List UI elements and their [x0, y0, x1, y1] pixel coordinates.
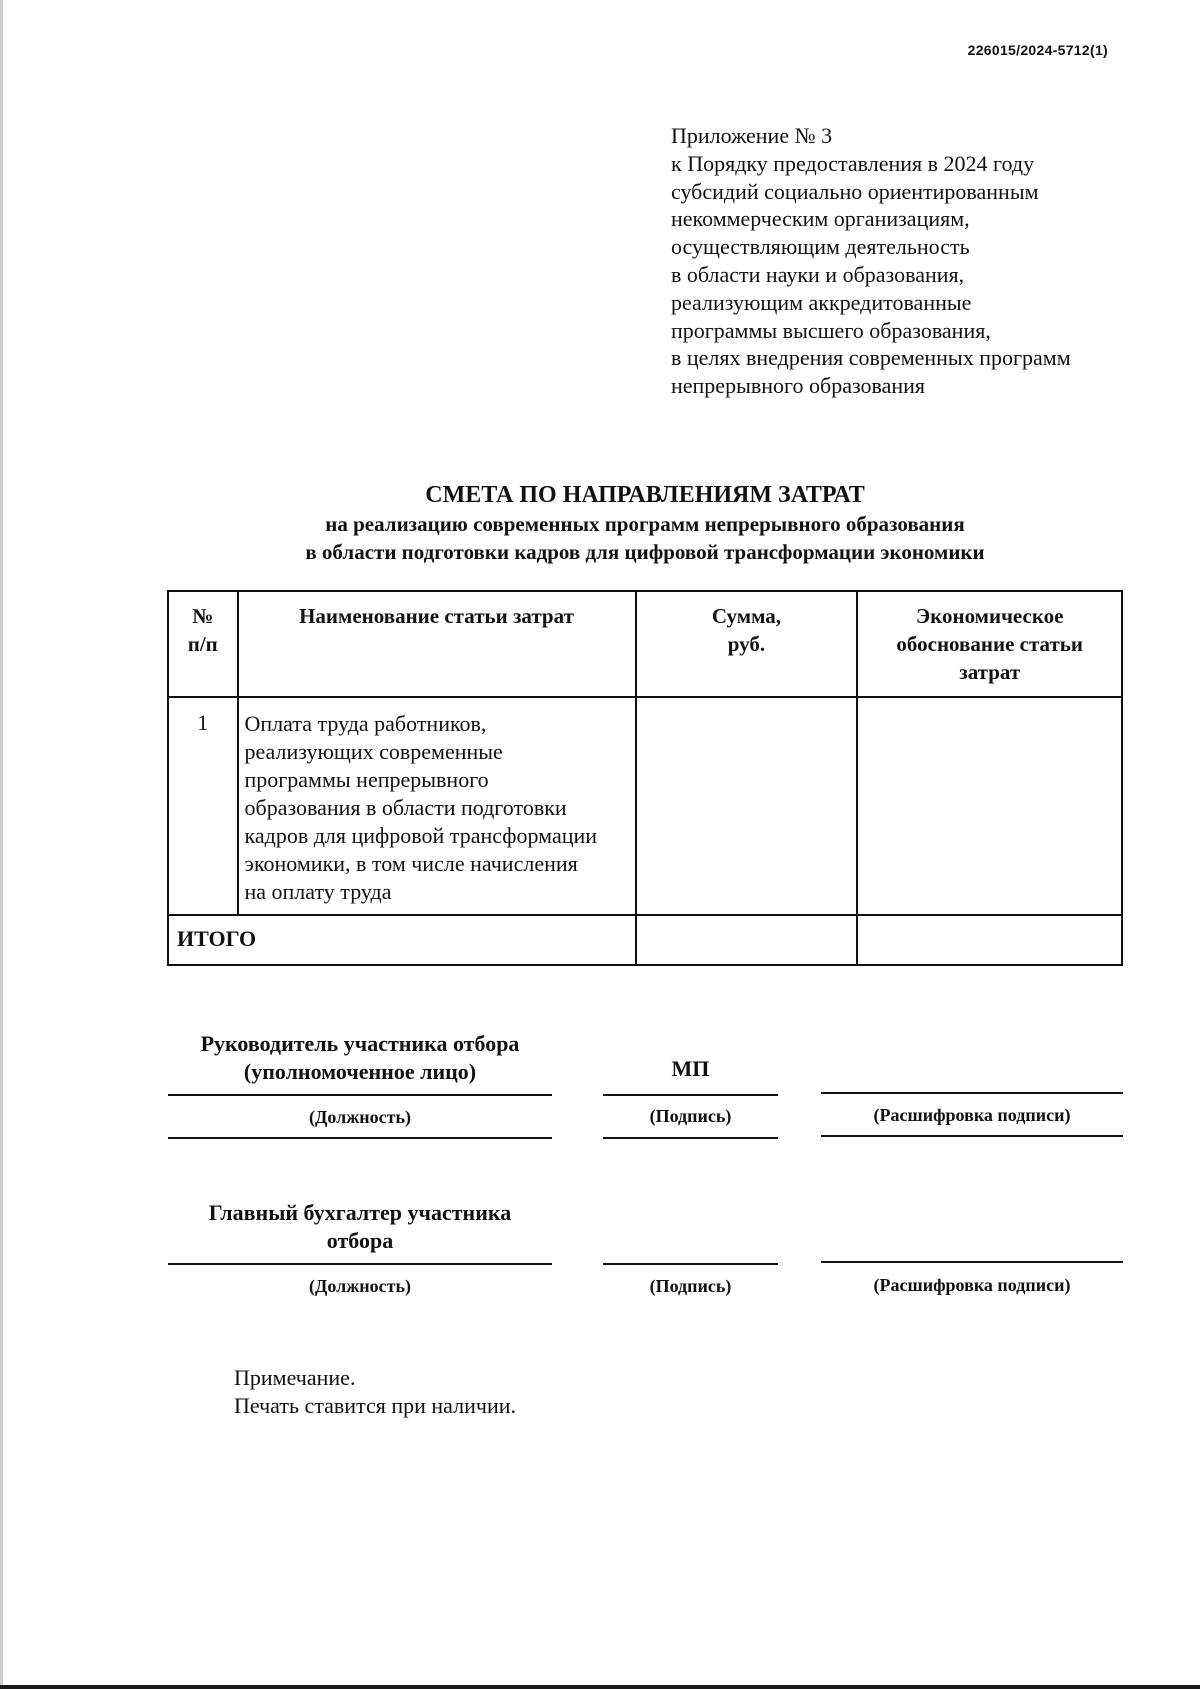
head-signature-underline — [603, 1137, 778, 1139]
appendix-line: Приложение № 3 — [671, 123, 833, 148]
head-heading-line-1: Руководитель участника отбора — [200, 1031, 520, 1056]
cost-estimate-table — [167, 590, 1123, 966]
accountant-heading-line-1: Главный бухгалтер участника — [208, 1200, 512, 1225]
appendix-line: к Порядку предоставления в 2024 году — [671, 150, 1035, 176]
head-position-caption: (Должность) — [308, 1107, 411, 1127]
header-item-name: Наименование статьи затрат — [238, 591, 636, 697]
document-title — [150, 480, 1140, 566]
note-block — [234, 1364, 516, 1420]
appendix-line: программы высшего образования, — [671, 317, 991, 343]
appendix-line: субсидий социально ориентированным — [671, 178, 1039, 204]
note-title: Примечание. — [234, 1365, 356, 1390]
row-item-name-line: программы непрерывного — [244, 767, 489, 792]
appendix-line: осуществляющим деятельность — [671, 234, 970, 260]
head-position-underline — [168, 1137, 552, 1139]
head-decoding-caption: (Расшифровка подписи) — [873, 1105, 1071, 1125]
header-sum — [636, 591, 858, 697]
appendix-line: в целях внедрения современных программ — [671, 345, 1071, 371]
head-heading-line-2: (уполномоченное лицо) — [243, 1059, 477, 1084]
row-item-name-line: кадров для цифровой трансформации — [244, 823, 598, 848]
accountant-decoding-caption: (Расшифровка подписи) — [873, 1275, 1071, 1295]
accountant-position-caption: (Должность) — [308, 1276, 411, 1296]
header-sum-line-2: руб. — [727, 632, 766, 656]
appendix-line: некоммерческим организациям, — [671, 206, 970, 232]
header-number — [168, 591, 238, 697]
header-number-line-1: № — [192, 604, 214, 628]
row-item-name-line: реализующих современные — [244, 739, 503, 764]
row-item-name-line: образования в области подготовки — [244, 795, 567, 820]
title-subtitle-line-1: на реализацию современных программ непрерывного образования — [325, 512, 965, 536]
header-economic-basis — [857, 591, 1122, 697]
head-signature-heading — [168, 1030, 552, 1086]
accountant-decoding-line — [821, 1261, 1123, 1263]
appendix-line: непрерывного образования — [671, 373, 926, 399]
row-number: 1 — [168, 697, 238, 915]
total-basis-cell — [857, 915, 1122, 965]
row-item-name-line: экономики, в том числе начисления — [244, 851, 578, 876]
title-subtitle-line-2: в области подготовки кадров для цифровой трансформации экономики — [305, 540, 985, 564]
total-sum-cell — [636, 915, 858, 965]
table-header-row — [168, 591, 1122, 697]
title-main: СМЕТА ПО НАПРАВЛЕНИЯМ ЗАТРАТ — [425, 482, 865, 508]
accountant-signature-caption: (Подпись) — [649, 1276, 732, 1296]
header-basis-line-1: Экономическое — [915, 604, 1064, 628]
head-signature-caption: (Подпись) — [649, 1106, 732, 1126]
total-label: ИТОГО — [168, 915, 636, 965]
appendix-line: реализующим аккредитованные — [671, 289, 972, 315]
accountant-signature-heading — [168, 1199, 552, 1255]
scan-edge-bottom — [0, 1685, 1200, 1689]
row-item-name-line: на оплату труда — [244, 879, 392, 904]
header-sum-line-1: Сумма, — [711, 604, 781, 628]
accountant-position-line — [168, 1263, 552, 1265]
header-number-line-2: п/п — [187, 632, 218, 656]
accountant-heading-line-2: отбора — [326, 1228, 394, 1253]
appendix-line: в области науки и образования, — [671, 261, 965, 287]
stamp-placeholder: МП — [671, 1056, 710, 1081]
document-number: 226015/2024-5712(1) — [967, 42, 1108, 58]
note-text: Печать ставится при наличии. — [234, 1393, 516, 1418]
head-position-line — [168, 1094, 552, 1096]
row-item-name-line: Оплата труда работников, — [244, 711, 487, 736]
table-total-row — [168, 915, 1122, 965]
row-sum-cell — [636, 697, 858, 915]
row-basis-cell — [857, 697, 1122, 915]
header-basis-line-3: затрат — [959, 660, 1021, 684]
table-row — [168, 697, 1122, 915]
head-signature-line — [603, 1094, 778, 1096]
scan-edge-left — [0, 0, 3, 1689]
head-decoding-line — [821, 1092, 1123, 1094]
appendix-block — [671, 122, 1151, 400]
header-basis-line-2: обоснование статьи — [896, 632, 1084, 656]
head-decoding-underline — [821, 1135, 1123, 1137]
accountant-signature-line — [603, 1263, 778, 1265]
row-item-name — [238, 697, 636, 915]
